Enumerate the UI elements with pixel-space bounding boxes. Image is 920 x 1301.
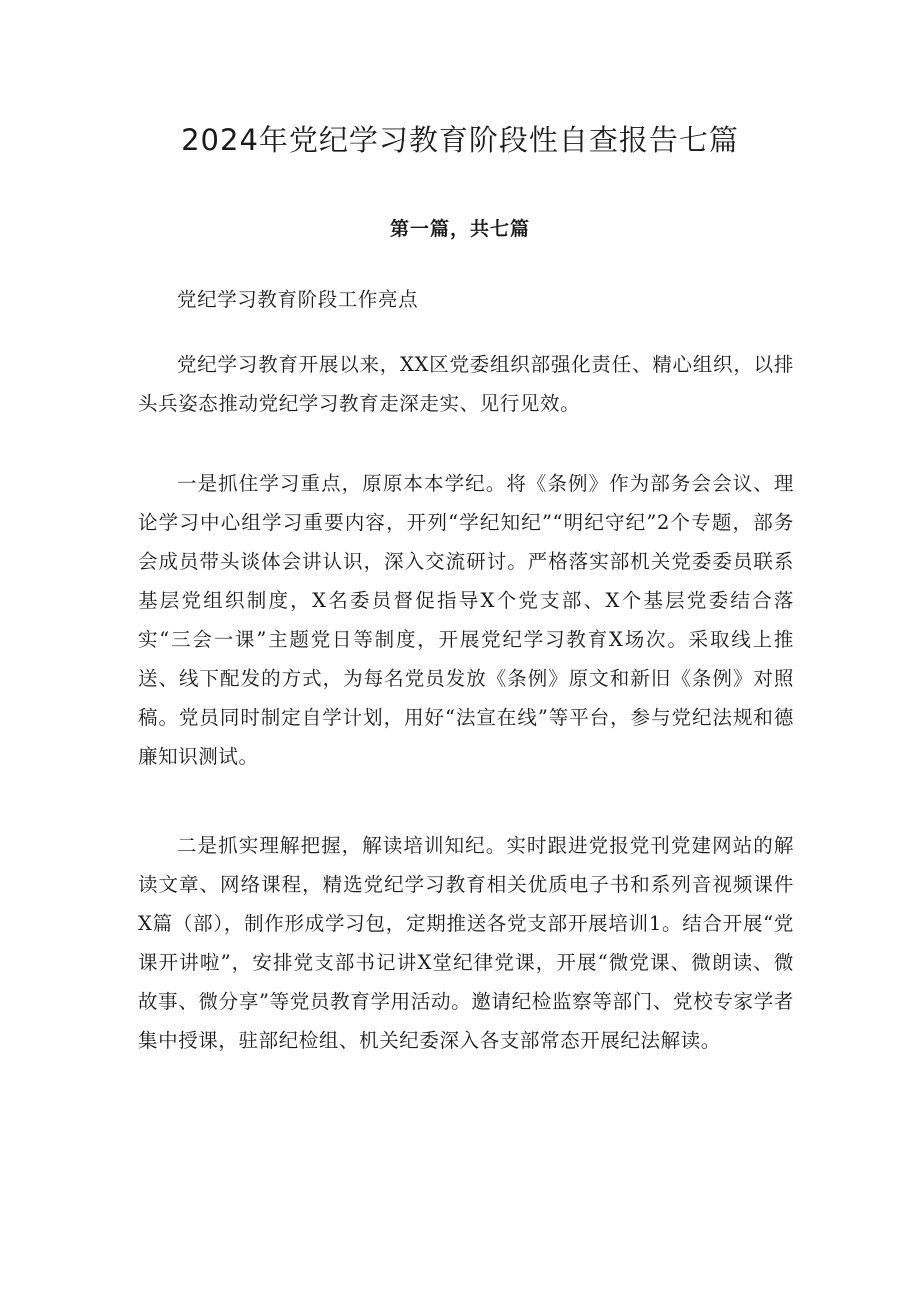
paragraph-point-one: 一是抓住学习重点，原原本本学纪。将《条例》作为部务会会议、理论学习中心组学习重要内容，开列“学纪知纪”“明纪守纪”2个专题，部务会成员带头谈体会讲认识，深入交流研讨。严格落实部机关党委委员联系基层党组织制度，X名委员督促指导X个党支部、X个基层党委结合落实“三会一课”主题党日等制度，开展党纪学习教育X场次。采取线上推送、线下配发的方式，为每名党员发放《条例》原文和新旧《条例》对照稿。党员同时制定自学计划，用好“法宣在线”等平台，参与党纪法规和德廉知识测试。 — [138, 472, 794, 768]
paragraph-intro: 党纪学习教育开展以来，XX区党委组织部强化责任、精心组织，以排头兵姿态推动党纪学习教育走深走实、见行见效。 — [138, 353, 794, 415]
section-heading: 党纪学习教育阶段工作亮点 — [177, 288, 419, 311]
document-subtitle: 第一篇，共七篇 — [389, 218, 530, 240]
document-title: 2024年党纪学习教育阶段性自查报告七篇 — [181, 123, 739, 157]
paragraph-point-two: 二是抓实理解把握，解读培训知纪。实时跟进党报党刊党建网站的解读文章、网络课程，精选党纪学习教育相关优质电子书和系列音视频课件X篇（部），制作形成学习包，定期推送各党支部开展培训1。结合开展“党课开讲啦”，安排党支部书记讲X堂纪律党课，开展“微党课、微朗读、微故事、微分享”等党员教育学用活动。邀请纪检监察等部门、党校专家学者集中授课，驻部纪检组、机关纪委深入各支部常态开展纪法解读。 — [138, 834, 794, 1052]
